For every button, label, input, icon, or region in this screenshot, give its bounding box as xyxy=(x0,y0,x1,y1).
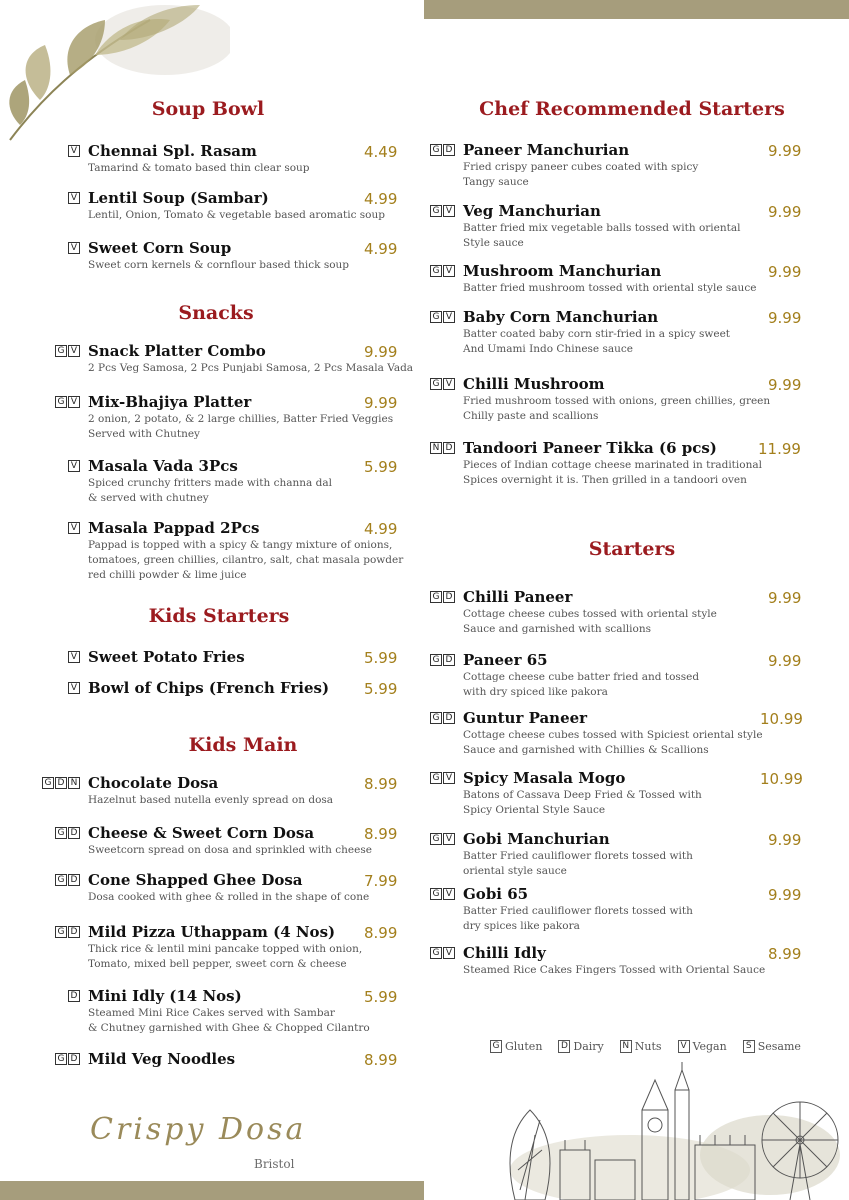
item-price: 9.99 xyxy=(768,589,802,607)
item-price: 8.99 xyxy=(364,1051,398,1069)
allergen-badge: V xyxy=(443,265,455,277)
allergen-badge: D xyxy=(443,712,455,724)
legend-label: Nuts xyxy=(634,1040,662,1053)
item-name: Sweet Corn Soup xyxy=(88,239,232,257)
item-description: Batter fried mushroom tossed with oriental style sauce xyxy=(463,282,757,294)
item-description: Cottage cheese cubes tossed with Spiciest oriental style Sauce and garnished with Chillies & Scallions xyxy=(463,729,763,756)
menu-item xyxy=(432,885,693,934)
allergen-badge: G xyxy=(430,591,442,603)
item-description: Tamarind & tomato based thin clear soup xyxy=(88,162,310,174)
allergen-badge: N xyxy=(68,777,80,789)
allergen-badge: V xyxy=(443,205,455,217)
allergen-badge: G xyxy=(430,833,442,845)
item-name: Masala Pappad 2Pcs xyxy=(88,519,260,537)
allergen-badge: G xyxy=(55,827,67,839)
item-name: Baby Corn Manchurian xyxy=(463,308,659,326)
allergen-badges xyxy=(55,396,80,408)
item-price: 5.99 xyxy=(364,680,398,698)
legend-label: Dairy xyxy=(573,1040,604,1053)
item-name: Chilli Paneer xyxy=(463,588,573,606)
menu-item xyxy=(57,1050,236,1069)
item-description: Sweetcorn spread on dosa and sprinkled with cheese xyxy=(88,844,372,856)
allergen-badges xyxy=(430,888,455,900)
allergen-badges xyxy=(430,947,455,959)
allergen-badges xyxy=(430,311,455,323)
item-price: 9.99 xyxy=(768,263,802,281)
allergen-badge: G xyxy=(430,378,442,390)
item-name: Cone Shapped Ghee Dosa xyxy=(88,871,303,889)
allergen-badge: V xyxy=(68,345,80,357)
item-description: 2 onion, 2 potato, & 2 large chillies, Batter Fried Veggies Served with Chutney xyxy=(88,413,394,440)
item-price: 9.99 xyxy=(768,376,802,394)
menu-item xyxy=(70,142,310,176)
allergen-badges xyxy=(430,205,455,217)
allergen-badge: G xyxy=(430,947,442,959)
menu-item xyxy=(70,457,332,506)
allergen-badge: G xyxy=(55,874,67,886)
allergen-badge: V xyxy=(68,651,80,663)
item-price: 4.99 xyxy=(364,240,398,258)
legend-key: G xyxy=(490,1040,502,1053)
section-title-snacks: Snacks xyxy=(178,302,254,324)
item-price: 8.99 xyxy=(364,924,398,942)
legend-label: Sesame xyxy=(757,1040,801,1053)
item-name: Veg Manchurian xyxy=(463,202,601,220)
item-name: Mushroom Manchurian xyxy=(463,262,662,280)
legend-entry xyxy=(620,1040,662,1053)
item-name: Mini Idly (14 Nos) xyxy=(88,987,242,1005)
allergen-badge: V xyxy=(443,888,455,900)
legend-entry xyxy=(490,1040,542,1053)
allergen-badge: D xyxy=(443,144,455,156)
item-description: Thick rice & lentil mini pancake topped with onion, Tomato, mixed bell pepper, sweet corn & cheese xyxy=(88,943,363,970)
allergen-badge: G xyxy=(430,265,442,277)
item-price: 4.99 xyxy=(364,190,398,208)
item-price: 9.99 xyxy=(364,394,398,412)
allergen-badges xyxy=(430,772,455,784)
allergen-badges xyxy=(68,192,80,204)
menu-item xyxy=(57,923,363,972)
allergen-badge: D xyxy=(68,926,80,938)
allergen-badge: G xyxy=(430,888,442,900)
allergen-badge: D xyxy=(443,591,455,603)
allergen-badges xyxy=(430,265,455,277)
allergen-badge: V xyxy=(443,311,455,323)
item-price: 4.99 xyxy=(364,520,398,538)
item-name: Masala Vada 3Pcs xyxy=(88,457,238,475)
menu-item xyxy=(432,262,757,296)
allergen-badge: G xyxy=(430,311,442,323)
menu-item xyxy=(70,189,385,223)
allergen-badges xyxy=(68,990,80,1002)
menu-item xyxy=(432,944,766,978)
item-description: Hazelnut based nutella evenly spread on dosa xyxy=(88,794,334,806)
item-price: 4.49 xyxy=(364,143,398,161)
legend-entry xyxy=(558,1040,603,1053)
allergen-badge: G xyxy=(55,396,67,408)
section-title-soup-bowl: Soup Bowl xyxy=(151,98,265,120)
item-name: Gobi 65 xyxy=(463,885,529,903)
item-description: Batter Fried cauliflower florets tossed with oriental style sauce xyxy=(463,850,693,877)
menu-item xyxy=(432,769,702,818)
menu-item xyxy=(44,774,334,808)
allergen-badge: G xyxy=(42,777,54,789)
item-description: Batter fried mix vegetable balls tossed with oriental Style sauce xyxy=(463,222,741,249)
legend-key: D xyxy=(558,1040,570,1053)
menu-item xyxy=(70,679,330,698)
allergen-badges xyxy=(42,777,80,789)
item-description: Cottage cheese cubes tossed with oriental style Sauce and garnished with scallions xyxy=(463,608,717,635)
allergen-badge: V xyxy=(68,522,80,534)
item-price: 8.99 xyxy=(768,945,802,963)
item-price: 9.99 xyxy=(768,886,802,904)
item-description: 2 Pcs Veg Samosa, 2 Pcs Punjabi Samosa, 2 Pcs Masala Vada xyxy=(88,362,414,374)
menu-item xyxy=(432,651,700,700)
legend-entry xyxy=(678,1040,727,1053)
allergen-badges xyxy=(68,242,80,254)
item-name: Paneer Manchurian xyxy=(463,141,630,159)
allergen-badge: D xyxy=(68,990,80,1002)
top-decorative-bar xyxy=(424,0,849,19)
item-price: 9.99 xyxy=(768,142,802,160)
item-price: 9.99 xyxy=(768,652,802,670)
section-title-kids-main: Kids Main xyxy=(188,734,298,756)
allergen-badges xyxy=(68,145,80,157)
allergen-badges xyxy=(68,682,80,694)
allergen-badge: V xyxy=(443,833,455,845)
menu-item xyxy=(57,871,370,905)
allergen-badges xyxy=(68,460,80,472)
brand-name: Crispy Dosa xyxy=(90,1112,307,1147)
item-description: Cottage cheese cube batter fried and tossed with dry spiced like pakora xyxy=(463,671,700,698)
menu-item xyxy=(432,202,741,251)
menu-item xyxy=(70,519,404,583)
legend-key: N xyxy=(620,1040,632,1053)
item-description: Steamed Mini Rice Cakes served with Sambar & Chutney garnished with Ghee & Chopped Cilantro xyxy=(88,1007,370,1034)
allergen-badge: V xyxy=(68,242,80,254)
allergen-badges xyxy=(430,833,455,845)
item-description: Pappad is topped with a spicy & tangy mixture of onions, tomatoes, green chillies, cilantro, salt, chat masala powder red chilli powder & lime juice xyxy=(88,539,404,581)
item-description: Lentil, Onion, Tomato & vegetable based aromatic soup xyxy=(88,209,385,221)
item-name: Chennai Spl. Rasam xyxy=(88,142,257,160)
item-name: Lentil Soup (Sambar) xyxy=(88,189,269,207)
bottom-decorative-bar xyxy=(0,1181,424,1200)
item-name: Cheese & Sweet Corn Dosa xyxy=(88,824,315,842)
item-description: Pieces of Indian cottage cheese marinated in traditional Spices overnight it is. Then grilled in a tandoori oven xyxy=(463,459,762,486)
allergen-badges xyxy=(430,591,455,603)
item-price: 5.99 xyxy=(364,458,398,476)
section-title-kids-starters: Kids Starters xyxy=(148,605,290,627)
menu-item xyxy=(70,648,245,667)
item-name: Guntur Paneer xyxy=(463,709,588,727)
item-name: Tandoori Paneer Tikka (6 pcs) xyxy=(463,439,717,457)
legend-label: Gluten xyxy=(505,1040,543,1053)
item-price: 5.99 xyxy=(364,988,398,1006)
menu-item xyxy=(57,393,394,442)
item-price: 10.99 xyxy=(760,770,803,788)
item-name: Mild Pizza Uthappam (4 Nos) xyxy=(88,923,336,941)
london-skyline-icon xyxy=(470,1060,849,1200)
allergen-badge: D xyxy=(68,827,80,839)
menu-item xyxy=(432,588,717,637)
allergen-badge: D xyxy=(55,777,67,789)
item-description: Spiced crunchy fritters made with channa dal & served with chutney xyxy=(88,477,332,504)
legend-key: V xyxy=(678,1040,690,1053)
allergen-badge: G xyxy=(430,772,442,784)
item-name: Paneer 65 xyxy=(463,651,548,669)
allergen-badges xyxy=(430,378,455,390)
menu-item xyxy=(432,141,699,190)
item-description: Batter Fried cauliflower florets tossed with dry spices like pakora xyxy=(463,905,693,932)
item-name: Chilli Mushroom xyxy=(463,375,605,393)
allergen-badge: V xyxy=(443,378,455,390)
menu-item xyxy=(70,239,350,273)
item-name: Bowl of Chips (French Fries) xyxy=(88,679,330,697)
allergen-badge: D xyxy=(443,654,455,666)
item-price: 5.99 xyxy=(364,649,398,667)
item-name: Mild Veg Noodles xyxy=(88,1050,236,1068)
item-price: 9.99 xyxy=(364,343,398,361)
item-description: Sweet corn kernels & cornflour based thick soup xyxy=(88,259,350,271)
allergen-badge: N xyxy=(430,442,442,454)
menu-item xyxy=(432,308,731,357)
allergen-badges xyxy=(55,1053,80,1065)
allergen-badge: V xyxy=(68,460,80,472)
allergen-badge: G xyxy=(430,712,442,724)
item-description: Fried crispy paneer cubes coated with spicy Tangy sauce xyxy=(463,161,699,188)
item-name: Chocolate Dosa xyxy=(88,774,219,792)
allergen-badges xyxy=(55,345,80,357)
item-price: 8.99 xyxy=(364,825,398,843)
allergen-badge: D xyxy=(68,1053,80,1065)
item-price: 9.99 xyxy=(768,203,802,221)
allergen-badge: V xyxy=(443,772,455,784)
item-price: 7.99 xyxy=(364,872,398,890)
allergen-badges xyxy=(68,522,80,534)
item-name: Gobi Manchurian xyxy=(463,830,610,848)
allergen-badges xyxy=(430,144,455,156)
allergen-badge: G xyxy=(430,205,442,217)
allergen-badges xyxy=(430,654,455,666)
item-price: 11.99 xyxy=(758,440,801,458)
item-name: Chilli Idly xyxy=(463,944,546,962)
allergen-badge: V xyxy=(68,192,80,204)
legend-key: S xyxy=(743,1040,755,1053)
item-name: Spicy Masala Mogo xyxy=(463,769,626,787)
allergen-legend xyxy=(490,1040,801,1053)
allergen-badge: V xyxy=(68,396,80,408)
item-name: Snack Platter Combo xyxy=(88,342,266,360)
allergen-badge: G xyxy=(430,144,442,156)
allergen-badge: G xyxy=(55,926,67,938)
item-description: Dosa cooked with ghee & rolled in the shape of cone xyxy=(88,891,370,903)
allergen-badge: D xyxy=(68,874,80,886)
legend-label: Vegan xyxy=(692,1040,727,1053)
allergen-badge: V xyxy=(68,145,80,157)
allergen-badge: G xyxy=(430,654,442,666)
allergen-badges xyxy=(430,712,455,724)
allergen-badges xyxy=(68,651,80,663)
allergen-badges xyxy=(55,874,80,886)
menu-item xyxy=(432,439,762,488)
item-description: Batons of Cassava Deep Fried & Tossed with Spicy Oriental Style Sauce xyxy=(463,789,702,816)
menu-item xyxy=(432,709,763,758)
menu-item xyxy=(57,824,372,858)
allergen-badge: D xyxy=(443,442,455,454)
menu-item xyxy=(432,375,771,424)
allergen-badge: G xyxy=(55,345,67,357)
item-description: Batter coated baby corn stir-fried in a spicy sweet And Umami Indo Chinese sauce xyxy=(463,328,731,355)
allergen-badges xyxy=(55,827,80,839)
item-price: 8.99 xyxy=(364,775,398,793)
item-price: 10.99 xyxy=(760,710,803,728)
menu-item xyxy=(432,830,693,879)
allergen-badges xyxy=(430,442,455,454)
allergen-badge: G xyxy=(55,1053,67,1065)
item-name: Mix-Bhajiya Platter xyxy=(88,393,252,411)
brand-city: Bristol xyxy=(254,1157,295,1171)
allergen-badge: V xyxy=(443,947,455,959)
legend-entry xyxy=(743,1040,801,1053)
item-price: 9.99 xyxy=(768,831,802,849)
menu-item xyxy=(70,987,370,1036)
leaf-decoration-icon xyxy=(0,0,230,145)
section-title-chef-recommended: Chef Recommended Starters xyxy=(479,98,785,120)
allergen-badge: V xyxy=(68,682,80,694)
item-price: 9.99 xyxy=(768,309,802,327)
item-name: Sweet Potato Fries xyxy=(88,648,245,666)
allergen-badges xyxy=(55,926,80,938)
item-description: Fried mushroom tossed with onions, green chillies, green Chilly paste and scallions xyxy=(463,395,771,422)
item-description: Steamed Rice Cakes Fingers Tossed with Oriental Sauce xyxy=(463,964,766,976)
section-title-starters: Starters xyxy=(588,538,676,560)
